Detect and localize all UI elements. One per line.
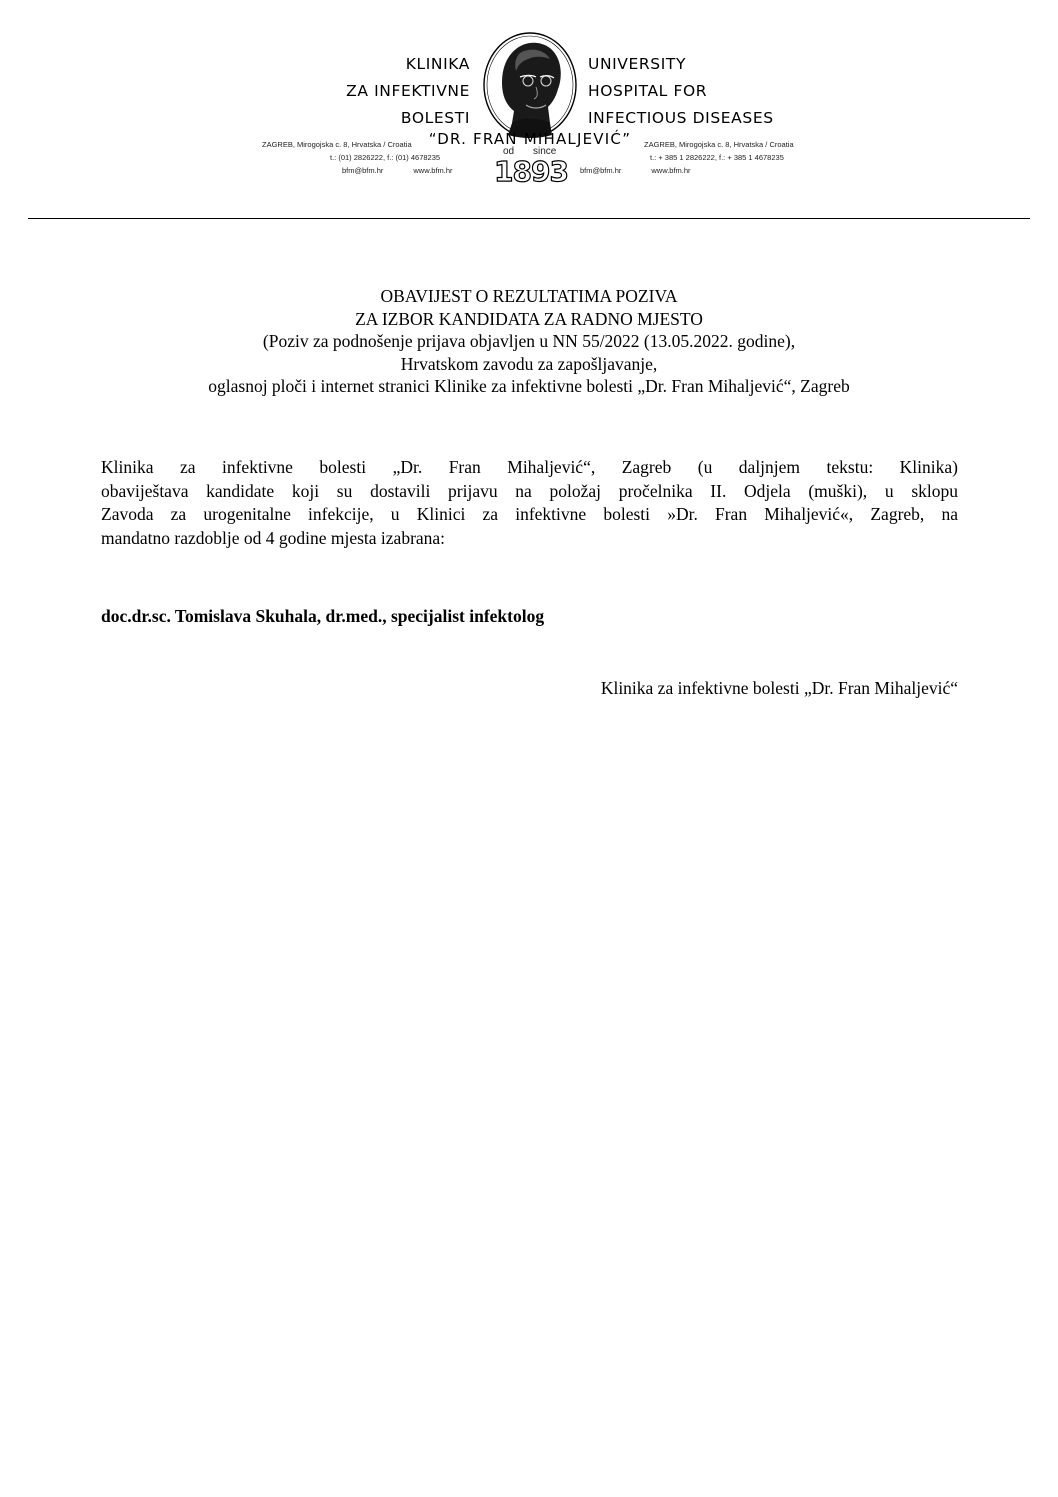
heading-line: ZA IZBOR KANDIDATA ZA RADNO MJESTO xyxy=(355,308,703,329)
contact-online xyxy=(580,164,794,177)
heading-line: (Poziv za podnošenje prijava objavljen u NN 55/2022 (13.05.2022. godine), xyxy=(262,331,796,351)
letterhead-right-line: INFECTIOUS DISEASES xyxy=(588,109,774,127)
letterhead-english-name xyxy=(588,51,828,132)
body-line: Klinika za infektivne bolesti „Dr. Fran Mihaljević“, Zagreb (u daljnjem tekstu: Klinika) xyxy=(101,457,958,477)
body-line: Zavoda za urogenitalne infekcije, u Klinici za infektivne bolesti »Dr. Fran Mihaljević«, Zagreb, na xyxy=(101,504,958,524)
since-label-hr: od xyxy=(503,146,515,157)
contact-block-english xyxy=(580,138,794,177)
heading-line: Hrvatskom zavodu za zapošljavanje, xyxy=(400,353,658,374)
contact-phone: t.: (01) 2826222, f.: (01) 4678235 xyxy=(330,153,441,162)
since-label-en: since xyxy=(533,146,557,157)
header-divider xyxy=(28,218,1030,219)
portrait-logo-icon xyxy=(476,31,584,139)
contact-phone: t.: + 385 1 2826222, f.: + 385 1 4678235 xyxy=(650,153,784,162)
notice-body-paragraph xyxy=(101,456,958,550)
signature-line: Klinika za infektivne bolesti „Dr. Fran Mihaljević“ xyxy=(600,678,958,698)
heading-line: OBAVIJEST O REZULTATIMA POZIVA xyxy=(380,286,678,306)
letterhead-left-line: BOLESTI xyxy=(400,109,470,127)
letterhead-right-line: UNIVERSITY xyxy=(588,55,687,73)
institution-name: “DR. FRAN MIHALJEVIĆ” xyxy=(428,130,632,148)
letterhead xyxy=(0,0,1058,200)
letterhead-left-line: KLINIKA xyxy=(405,55,470,73)
contact-block-croatian xyxy=(262,138,453,177)
contact-web: www.bfm.hr xyxy=(413,166,453,175)
contact-online xyxy=(262,164,453,177)
notice-heading xyxy=(60,285,998,398)
letterhead-left-line: ZA INFEKTIVNE xyxy=(346,82,470,100)
body-line: mandatno razdoblje od 4 godine mjesta izabrana: xyxy=(101,527,446,548)
hospital-logo-portrait xyxy=(476,31,584,139)
letterhead-croatian-name xyxy=(300,51,470,132)
contact-address: ZAGREB, Mirogojska c. 8, Hrvatska / Croatia xyxy=(262,140,412,149)
founding-year: 1893 xyxy=(494,155,568,188)
letterhead-right-line: HOSPITAL FOR xyxy=(588,82,708,100)
contact-email: bfm@bfm.hr xyxy=(342,166,384,175)
selected-candidate: doc.dr.sc. Tomislava Skuhala, dr.med., specijalist infektolog xyxy=(101,606,545,626)
contact-address: ZAGREB, Mirogojska c. 8, Hrvatska / Croatia xyxy=(644,140,794,149)
body-line: obaviještava kandidate koji su dostavili prijavu na položaj pročelnika II. Odjela (muški), u sklopu xyxy=(101,480,958,501)
contact-web: www.bfm.hr xyxy=(651,166,691,175)
heading-line: oglasnoj ploči i internet stranici Klinike za infektivne bolesti „Dr. Fran Mihaljević“, Zagreb xyxy=(208,376,850,396)
contact-email: bfm@bfm.hr xyxy=(580,166,622,175)
